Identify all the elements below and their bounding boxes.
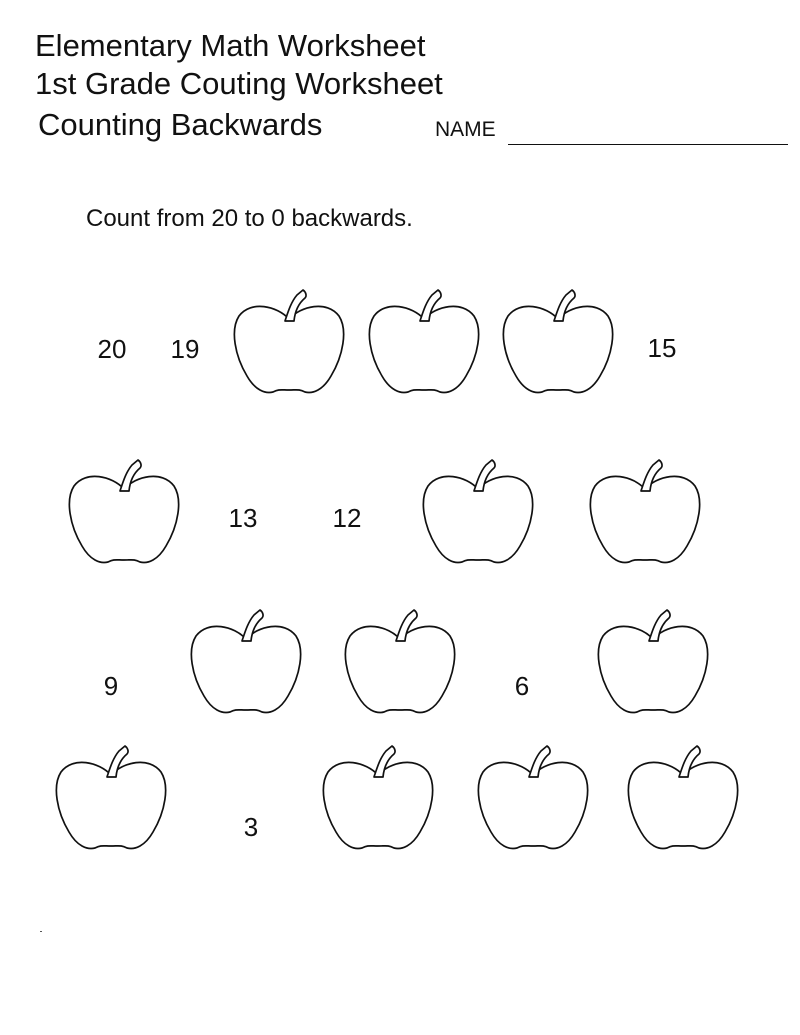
apple-icon xyxy=(368,286,480,398)
number-label: 15 xyxy=(647,333,677,363)
number-label: 20 xyxy=(97,334,127,364)
apple-icon xyxy=(344,606,456,718)
worksheet-title: Elementary Math Worksheet xyxy=(35,28,426,63)
name-label: NAME xyxy=(435,118,496,141)
apple-icon xyxy=(502,286,614,398)
worksheet-subtitle: 1st Grade Couting Worksheet xyxy=(35,66,443,101)
apple-icon xyxy=(597,606,709,718)
apple-icon xyxy=(55,742,167,854)
apple-icon xyxy=(190,606,302,718)
apple-icon xyxy=(477,742,589,854)
instructions: Count from 20 to 0 backwards. xyxy=(86,205,413,232)
number-label: 12 xyxy=(332,503,362,533)
apple-icon xyxy=(589,456,701,568)
apple-icon xyxy=(233,286,345,398)
number-label: 9 xyxy=(103,671,119,701)
apple-icon xyxy=(627,742,739,854)
number-label: 13 xyxy=(228,503,258,533)
apple-icon xyxy=(422,456,534,568)
apple-icon xyxy=(68,456,180,568)
number-label: 6 xyxy=(514,671,530,701)
stray-mark xyxy=(40,931,42,932)
number-label: 3 xyxy=(243,812,259,842)
worksheet-topic: Counting Backwards xyxy=(38,107,323,142)
name-blank-line[interactable] xyxy=(508,144,788,145)
apple-icon xyxy=(322,742,434,854)
number-label: 19 xyxy=(170,334,200,364)
